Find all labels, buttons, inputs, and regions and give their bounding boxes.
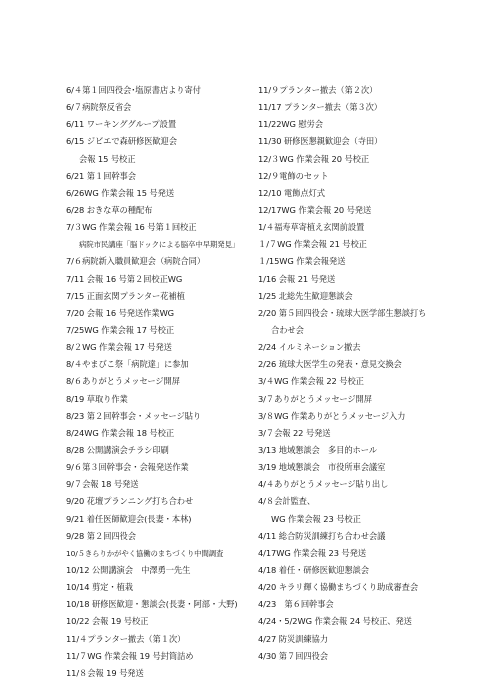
activity-entry: 11/７WG 作業会報 19 号封筒詰め	[66, 650, 194, 661]
activity-list-right	[258, 82, 458, 665]
activity-entry: 8/２WG 作業会報 17 号発送	[66, 342, 172, 353]
activity-entry: 4/11 総合防災訓練打ち合わせ会議	[258, 530, 386, 541]
activity-list-left	[66, 82, 256, 682]
activity-entry: 9/20 花壇プランニング打ち合わせ	[66, 496, 194, 507]
activity-entry: 8/28 公開講演会チラシ印刷	[66, 444, 169, 455]
activity-entry: 3/７ありがとうメッセージ開屏	[258, 393, 372, 404]
activity-entry: 4/８会計監査、	[258, 496, 316, 507]
activity-entry: 2/26 琉球大医学生の発表・意見交換会	[258, 359, 402, 370]
activity-entry: 7/20 会報 16 号発送作業WG	[66, 307, 175, 318]
activity-entry: 4/30 第７回四役会	[258, 650, 328, 661]
activity-entry: 3/19 地域懇談会 市役所車会議室	[258, 462, 386, 473]
activity-entry: 8/６ありがとうメッセージ開屏	[66, 376, 180, 387]
activity-entry: 3/13 地域懇談会 多目的ホール	[258, 444, 377, 455]
activity-entry: 1/16 会報 21 号発送	[258, 273, 336, 284]
activity-entry: 8/24WG 作業会報 18 号校正	[66, 427, 175, 438]
activity-entry: 9/21 着任医師歓迎会(長妻・本林)	[66, 513, 192, 524]
activity-entry: 11/30 研修医懇親歓迎会（寺田）	[258, 136, 383, 147]
activity-entry: 3/４WG 作業会報 22 号校正	[258, 376, 364, 387]
activity-entry: 4/23 第６回幹事会	[258, 599, 334, 610]
activity-entry: 3/７会報 22 号発送	[258, 427, 331, 438]
activity-entry: 合わせ会	[271, 324, 304, 335]
activity-entry: 11/22WG 慰労会	[258, 119, 323, 130]
activity-entry: 6/11 ワーキンググループ設置	[66, 119, 177, 130]
activity-entry: 2/24 イルミネーション撤去	[258, 342, 361, 353]
activity-entry: 9/６第３回幹事会・会報発送作業	[66, 462, 189, 473]
activity-entry: 4/27 防災訓練協力	[258, 633, 328, 644]
activity-entry: 6/７病院祭反省会	[66, 102, 132, 113]
activity-entry: 7/15 正面玄関プランター花補植	[66, 290, 185, 301]
activity-entry: 8/４やまびこ祭「病院達」に参加	[66, 359, 189, 370]
activity-entry: 3/８WG 作業ありがとうメッセージ入力	[258, 410, 406, 421]
activity-entry: 会報 15 号校正	[79, 153, 136, 164]
activity-entry: 6/26WG 作業会報 15 号発送	[66, 187, 175, 198]
activity-entry: 11/９プランター撤去（第２次）	[258, 85, 378, 95]
activity-entry: １/15WG 作業会報発送	[258, 256, 346, 267]
activity-entry: 4/24・5/2WG 作業会報 24 号校正、発送	[258, 616, 412, 627]
activity-entry: 11/４プランター撤去（第１次）	[66, 633, 186, 644]
activity-entry: 2/20 第５回四役会・琉球大医学部生懇談打ち	[258, 307, 427, 318]
activity-entry: 11/８会報 19 号発送	[66, 667, 144, 678]
activity-entry: 7/６病院新入職員歓迎会（病院合同）	[66, 256, 206, 267]
activity-entry: 8/23 第２回幹事会・メッセージ貼り	[66, 410, 202, 421]
activity-entry: 6/15 ジビエで森研修医歓迎会	[66, 136, 177, 147]
activity-entry: 12/３WG 作業会報 20 号校正	[258, 153, 370, 164]
activity-entry: 7/11 会報 16 号第２回校正WG	[66, 273, 183, 284]
activity-entry: 4/４ありがとうメッセージ貼り出し	[258, 479, 389, 490]
activity-entry: 11/17 プランター撤去（第３次）	[258, 102, 382, 113]
activity-entry: 12/10 電飾点灯式	[258, 187, 325, 198]
activity-entry: 7/３WG 作業会報 16 号第１回校正	[66, 222, 197, 233]
activity-entry: 1/４福寿草寄植え玄関前設置	[258, 222, 365, 233]
activity-entry: 6/28 おきな草の種配布	[66, 204, 153, 215]
activity-entry: 病院市民講座「脳ドックによる脳卒中早期発見」	[79, 240, 240, 250]
activity-entry: 4/17WG 作業会報 23 号発送	[258, 547, 367, 558]
activity-entry: 6/21 第１回幹事会	[66, 170, 136, 181]
activity-entry: WG 作業会報 23 号校正	[271, 513, 361, 524]
activity-entry: 10/12 公開講演会 中澤勇一先生	[66, 564, 191, 575]
activity-entry: 4/18 着任・研修医歓迎懇談会	[258, 564, 369, 575]
activity-entry: 7/25WG 作業会報 17 号校正	[66, 324, 175, 335]
activity-entry: 6/４第１回四役会･塩原書店より寄付	[66, 85, 201, 95]
activity-entry: 9/７会報 18 号発送	[66, 479, 139, 490]
activity-entry: 4/20 キラリ輝く協働まちづくり助成審査会	[258, 582, 419, 593]
activity-entry: 9/28 第２回四役会	[66, 530, 136, 541]
activity-entry: 10/14 剪定・植栽	[66, 582, 133, 593]
activity-entry: 12/９電飾のセット	[258, 170, 329, 181]
activity-entry: 10/18 研修医歓迎・懇談会(長妻・阿部・大野)	[66, 599, 238, 610]
activity-entry: 12/17WG 作業会報 20 号発送	[258, 204, 372, 215]
activity-entry: 10/22 会報 19 号校正	[66, 616, 149, 627]
activity-entry: 8/19 草取り作業	[66, 393, 128, 404]
activity-entry: 10/５きらりかがやく協働のまちづくり中間調査	[66, 548, 224, 558]
activity-entry: １/７WG 作業会報 21 号校正	[258, 239, 367, 250]
activity-entry: 1/25 北総先生歓迎懇談会	[258, 290, 353, 301]
